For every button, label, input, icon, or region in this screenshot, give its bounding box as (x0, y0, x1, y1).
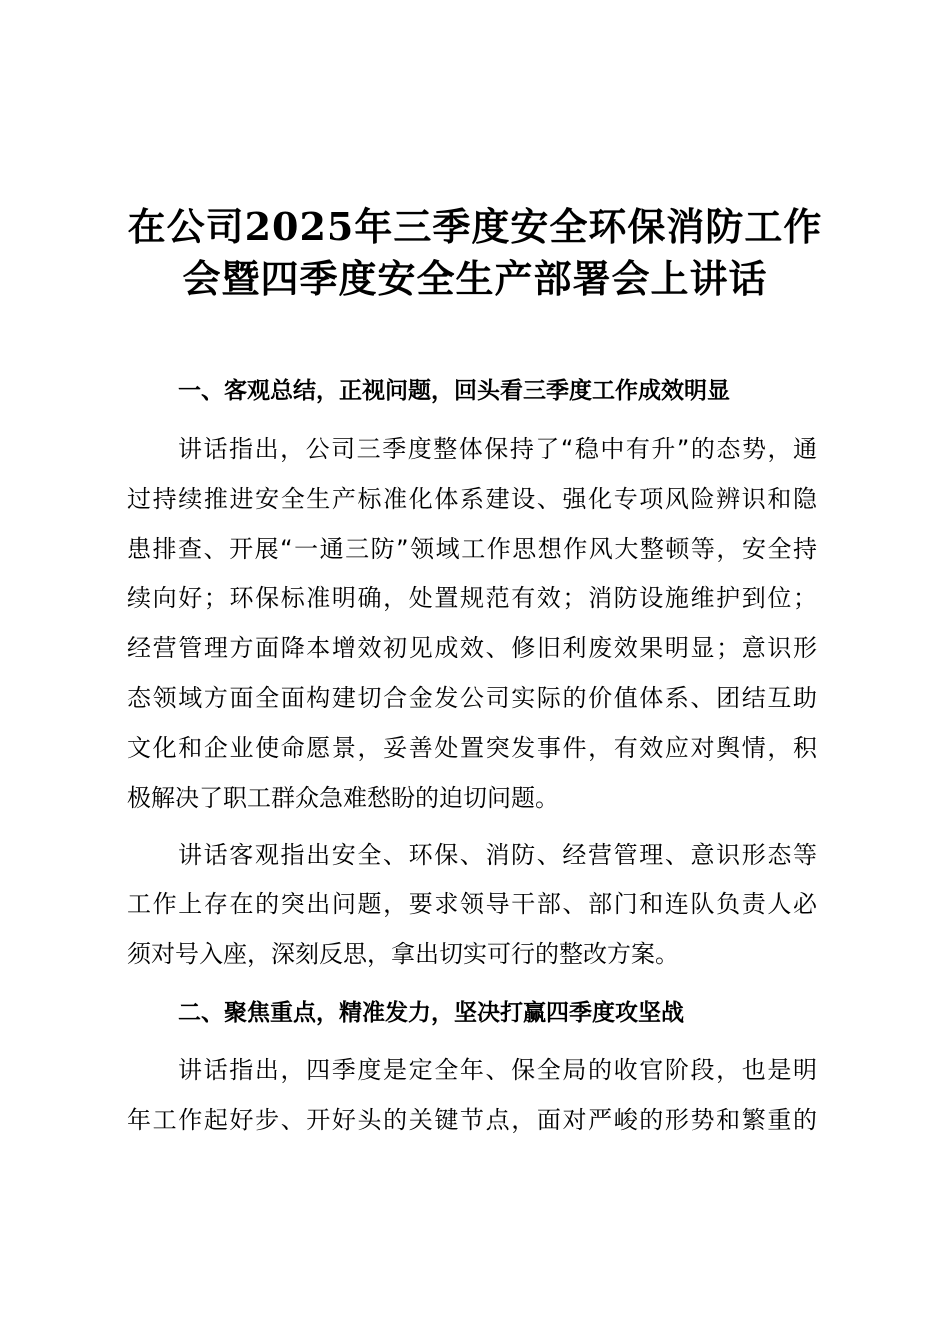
paragraph-1-line-8: 极解决了职工群众急难愁盼的迫切问题。 (127, 784, 559, 812)
section-2-heading: 二、聚焦重点，精准发力，坚决打赢四季度攻坚战 (178, 1000, 684, 1026)
paragraph-1-line-2: 过持续推进安全生产标准化体系建设、强化专项风险辨识和隐 (127, 485, 817, 513)
paragraph-2-line-2: 工作上存在的突出问题，要求领导干部、部门和连队负责人必 (127, 890, 817, 918)
document-title-line-1: 在公司2025年三季度安全环保消防工作 (127, 204, 823, 249)
paragraph-2-line-1: 讲话客观指出安全、环保、消防、经营管理、意识形态等 (178, 841, 817, 869)
document-title-line-2: 会暨四季度安全生产部署会上讲话 (182, 256, 768, 301)
paragraph-1-line-5: 经营管理方面降本增效初见成效、修旧利废效果明显；意识形 (127, 634, 817, 662)
paragraph-2-line-3: 须对号入座，深刻反思，拿出切实可行的整改方案。 (127, 940, 679, 968)
paragraph-1-line-7: 文化和企业使命愿景，妥善处置突发事件，有效应对舆情，积 (127, 734, 817, 762)
paragraph-1-line-3: 患排查、开展“一通三防”领域工作思想作风大整顿等，安全持 (127, 535, 817, 563)
paragraph-3-line-1: 讲话指出，四季度是定全年、保全局的收官阶段，也是明 (178, 1056, 817, 1084)
paragraph-3-line-2: 年工作起好步、开好头的关键节点，面对严峻的形势和繁重的 (127, 1106, 817, 1134)
paragraph-1-line-6: 态领域方面全面构建切合金发公司实际的价值体系、团结互助 (127, 684, 817, 712)
section-1-heading: 一、客观总结，正视问题，回头看三季度工作成效明显 (178, 378, 730, 404)
paragraph-1-line-1: 讲话指出，公司三季度整体保持了“稳中有升”的态势，通 (178, 435, 817, 463)
paragraph-1-line-4: 续向好；环保标准明确，处置规范有效；消防设施维护到位； (127, 584, 817, 612)
